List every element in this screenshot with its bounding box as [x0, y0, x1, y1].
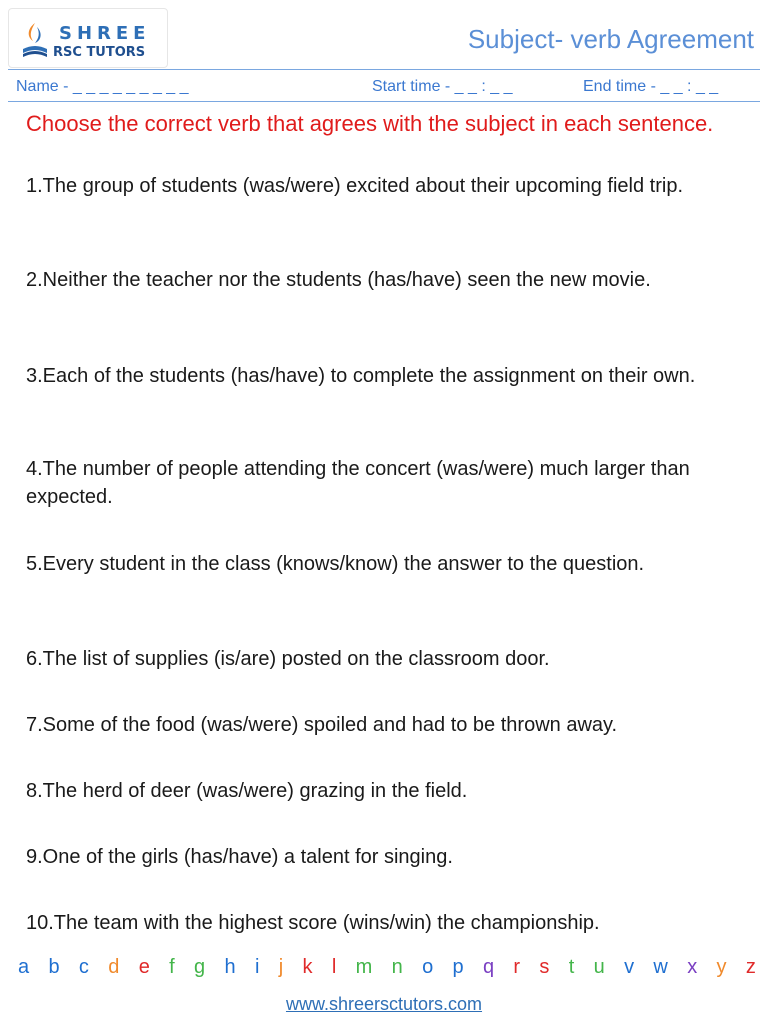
alphabet-letter: q: [482, 956, 495, 978]
alphabet-letter: d: [108, 956, 120, 978]
alphabet-letter: u: [593, 956, 605, 978]
name-field: Name - _ _ _ _ _ _ _ _ _: [16, 78, 189, 95]
alphabet-letter: c: [78, 956, 89, 978]
alphabet-letter: a: [18, 956, 30, 978]
alphabet-letter: z: [745, 956, 756, 978]
alphabet-letter: n: [391, 956, 403, 978]
alphabet-strip: [18, 956, 756, 979]
brand-logo: [8, 8, 168, 68]
alphabet-letter: m: [355, 956, 373, 978]
header-divider: [8, 69, 760, 70]
alphabet-letter: f: [169, 956, 175, 978]
question-5: 5.Every student in the class (knows/know) the answer to the question.: [26, 553, 645, 575]
question-6: 6.The list of supplies (is/are) posted on the classroom door.: [26, 648, 550, 670]
meta-divider: [8, 101, 760, 102]
question-9: 9.One of the girls (has/have) a talent for singing.: [26, 846, 453, 868]
alphabet-letter: v: [624, 956, 635, 978]
alphabet-letter: g: [194, 956, 206, 978]
question-2: 2.Neither the teacher nor the students (has/have) seen the new movie.: [26, 269, 651, 291]
logo-icon: [19, 21, 51, 59]
alphabet-letter: b: [48, 956, 60, 978]
question-7: 7.Some of the food (was/were) spoiled and had to be thrown away.: [26, 714, 618, 736]
alphabet-letter: x: [687, 956, 698, 978]
alphabet-letter: y: [716, 956, 727, 978]
alphabet-letter: t: [568, 956, 575, 978]
question-10: 10.The team with the highest score (wins/win) the championship.: [26, 912, 600, 934]
alphabet-letter: j: [278, 956, 284, 978]
alphabet-letter: p: [452, 956, 464, 978]
alphabet-letter: h: [224, 956, 236, 978]
alphabet-letter: o: [422, 956, 434, 978]
alphabet-letter: k: [302, 956, 313, 978]
alphabet-letter: l: [331, 956, 337, 978]
alphabet-letter: i: [254, 956, 260, 978]
brand-line2: RSC TUTORS: [53, 45, 146, 60]
instruction-text: Choose the correct verb that agrees with the subject in each sentence.: [26, 111, 714, 136]
alphabet-letter: w: [653, 956, 668, 978]
brand-line1: SHREE: [59, 23, 151, 44]
page-title: Subject- verb Agreement: [467, 24, 754, 54]
alphabet-letter: s: [539, 956, 550, 978]
alphabet-letter: e: [138, 956, 150, 978]
alphabet-letter: r: [513, 956, 521, 978]
question-3: 3.Each of the students (has/have) to complete the assignment on their own.: [26, 365, 696, 387]
question-4: 4.The number of people attending the concert (was/were) much larger than expected.: [26, 458, 690, 508]
question-1: 1.The group of students (was/were) excited about their upcoming field trip.: [26, 175, 684, 197]
end-time-field: End time - _ _ : _ _: [583, 78, 719, 95]
start-time-field: Start time - _ _ : _ _: [372, 78, 513, 95]
footer-website-link[interactable]: www.shreersctutors.com: [285, 994, 483, 1014]
question-8: 8.The herd of deer (was/were) grazing in the field.: [26, 780, 468, 802]
